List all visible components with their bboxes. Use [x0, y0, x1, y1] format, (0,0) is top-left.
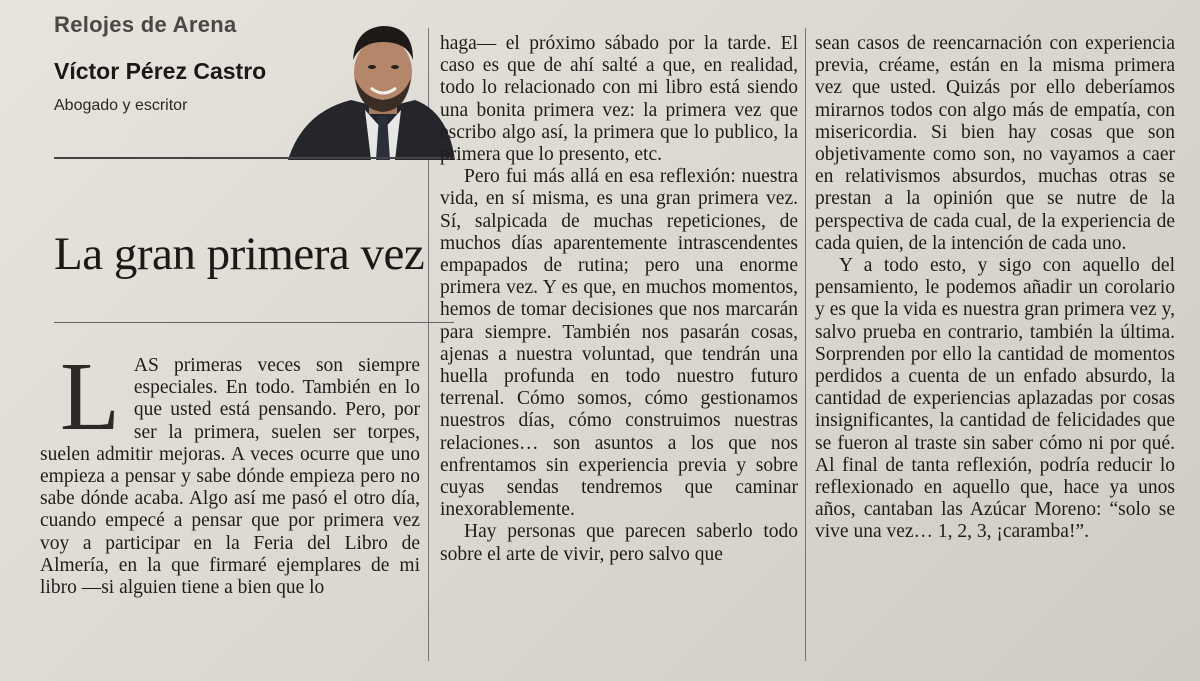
paragraph: Y a todo esto, y sigo con aquello del pensamiento, le podemos añadir un corolario y es que la vida es nuestra gran primera vez y, salvo prueba en contrario, también la última. Sorprenden por ello la cantidad de momentos perdidos a cuenta de un enfado absurdo, la cantidad de experiencias aplazadas por cosas insignificantes, la cantidad de felicidades que se fueron al traste sin saber cómo ni por qué. Al final de tanta reflexión, podría reducir lo reflexionado en aquello que, hace ya unos años, cantaban las Azúcar Moreno: “solo se vive una vez… 1, 2, 3, ¡caramba!”.	[815, 255, 1175, 543]
article-body-col1	[40, 343, 420, 599]
author-portrait	[283, 20, 458, 160]
drop-cap: L	[60, 343, 120, 451]
paragraph: haga— el próximo sábado por la tarde. El caso es que de ahí salté a que, en realidad, todo lo relacionado con mi libro está siendo una bonita primera vez: la primera vez que escribo algo así, la primera que lo publico, la primera que lo presento, etc.	[440, 33, 798, 166]
headline: La gran primera vez	[54, 228, 425, 281]
author-role: Abogado y escritor	[54, 97, 188, 114]
article-body-col2	[440, 33, 798, 566]
headline-rule	[54, 322, 454, 323]
paragraph: sean casos de reencarnación con experiencia previa, créame, están en la misma primera vez que usted. Quizás por ello deberíamos mirarnos todos con algo más de empatía, con misericordia. Si bien hay cosas que son objetivamente como son, no vayamos a caer en relativismos absurdos, muchas otras se prestan a la opinión que se nutre de la perspectiva de cada cual, de la experiencia de cada quien, de la intención de cada uno.	[815, 33, 1175, 254]
column-divider	[805, 28, 806, 661]
paragraph: Pero fui más allá en esa reflexión: nuestra vida, en sí misma, es una gran primera vez. Sí, salpicada de muchas repeticiones, de muchos días aparentemente intrascendentes empapados de rutina; pero una enorme primera vez. Y es que, en muchos momentos, hemos de tomar decisiones que nos marcarán para siempre. También nos pasarán cosas, ajenas a nuestra voluntad, que tendrán una huella profunda en todo nuestro futuro terrenal. Cómo somos, cómo gestionamos nuestros días, cómo construimos nuestras relaciones… son asuntos a los que nos enfrentamos sin experiencia previa y sobre cuyas sendas tendremos que caminar inexorablemente.	[440, 166, 798, 521]
paragraph: AS primeras veces son siempre especiales. En todo. También en lo que usted está pensando. Pero, por ser la primera, suelen ser torpes, suelen admitir mejoras. A veces ocurre que uno empieza a pensar y sabe dónde empieza pero no sabe dónde acaba. Algo así me pasó el otro día, cuando empecé a pensar que por primera vez voy a participar en la Feria del Libro de Almería, en la que firmaré ejemplares de mi libro —si alguien tiene a bien que lo	[40, 355, 420, 599]
section-name: Relojes de Arena	[54, 12, 237, 37]
article-body-col3	[815, 33, 1175, 544]
paragraph: Hay personas que parecen saberlo todo sobre el arte de vivir, pero salvo que	[440, 521, 798, 565]
header-rule	[54, 157, 454, 159]
author-name: Víctor Pérez Castro	[54, 58, 267, 84]
